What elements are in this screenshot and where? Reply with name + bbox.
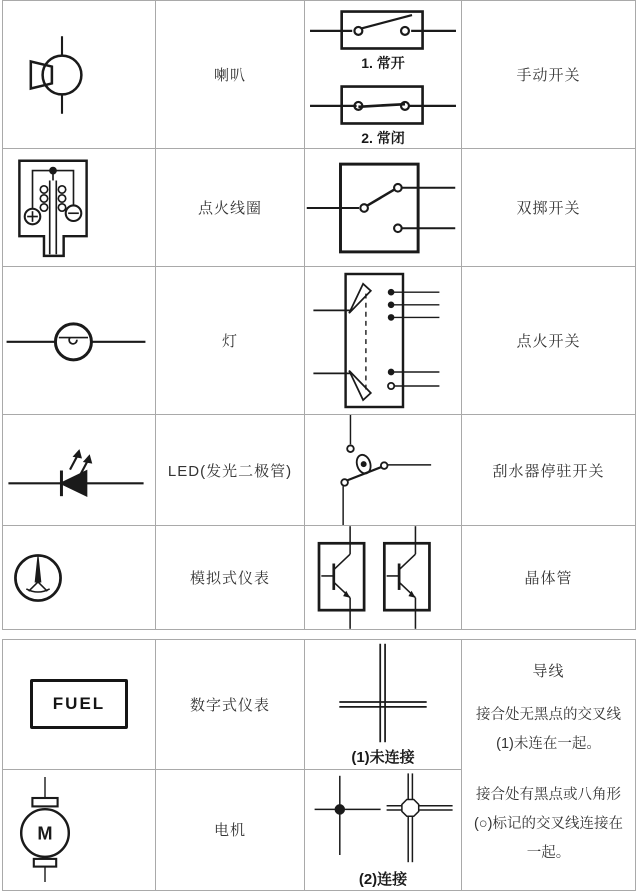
double-throw-switch-label: 双掷开关 xyxy=(516,200,581,217)
digital-meter-symbol-cell xyxy=(3,640,156,770)
ignition-switch-icon xyxy=(305,267,445,414)
symbol-table-top xyxy=(2,0,636,630)
motor-letter: M xyxy=(37,823,53,844)
manual-switch-label: 手动开关 xyxy=(516,67,581,84)
label-cell xyxy=(156,267,305,415)
ignition-coil-symbol-cell xyxy=(3,149,156,267)
label-cell xyxy=(156,769,305,890)
table-row xyxy=(3,640,636,770)
lamp-symbol-cell xyxy=(3,267,156,415)
double-throw-switch-symbol-cell xyxy=(305,149,462,267)
double-throw-switch-icon xyxy=(305,154,457,262)
label-cell xyxy=(156,149,305,267)
transistor-icon xyxy=(305,526,445,629)
wiper-park-switch-label: 刮水器停驻开关 xyxy=(492,462,605,480)
transistor-symbol-cell xyxy=(305,526,462,630)
label-cell xyxy=(462,526,636,630)
unconnected-caption: (1)未连接 xyxy=(351,749,415,767)
label-cell xyxy=(156,526,305,630)
label-cell xyxy=(462,267,636,415)
ignition-switch-symbol-cell xyxy=(305,267,462,415)
digital-meter-label: 数字式仪表 xyxy=(189,696,270,714)
table-row xyxy=(3,267,636,415)
wiper-park-switch-icon xyxy=(305,415,437,525)
connected-wires-symbol-cell xyxy=(305,769,462,890)
symbol-table-bottom xyxy=(2,639,636,891)
led-icon xyxy=(3,432,149,509)
normally-open-switch-icon xyxy=(308,1,458,52)
lamp-label: 灯 xyxy=(221,333,238,350)
led-symbol-cell xyxy=(3,415,156,526)
motor-symbol-cell xyxy=(3,769,156,890)
horn-symbol-cell xyxy=(3,1,156,149)
wiper-park-switch-symbol-cell xyxy=(305,415,462,526)
table-row xyxy=(3,415,636,526)
table-row xyxy=(3,526,636,630)
normally-closed-switch-icon xyxy=(308,76,458,127)
label-cell xyxy=(462,1,636,149)
transistor-label: 晶体管 xyxy=(524,570,573,587)
analog-meter-symbol-cell xyxy=(3,526,156,630)
fuel-display-icon: FUEL xyxy=(30,679,128,729)
label-cell xyxy=(462,415,636,526)
normally-closed-caption: 2. 常闭 xyxy=(361,130,405,146)
wire-note-unconnected: 接合处无黑点的交叉线(1)未连在一起。 xyxy=(476,707,621,752)
horn-icon xyxy=(3,31,121,119)
horn-label: 喇叭 xyxy=(213,67,246,84)
label-cell xyxy=(462,149,636,267)
table-row xyxy=(3,149,636,267)
connected-caption: (2)连接 xyxy=(358,870,408,888)
ignition-coil-icon xyxy=(3,154,103,261)
lamp-icon xyxy=(3,311,149,371)
wire-note-connected: 接合处有黑点或八角形(○)标记的交叉线连接在一起。 xyxy=(474,787,623,861)
motor-icon xyxy=(3,777,87,882)
label-cell xyxy=(156,415,305,526)
ignition-coil-label: 点火线圈 xyxy=(197,200,262,217)
label-cell xyxy=(156,1,305,149)
label-cell xyxy=(156,640,305,770)
table-row xyxy=(3,1,636,149)
connected-wires-icon xyxy=(311,771,455,867)
manual-switch-symbol-cell xyxy=(305,1,462,149)
wire-notes-cell xyxy=(462,640,636,891)
unconnected-wires-icon xyxy=(324,641,442,745)
motor-label: 电机 xyxy=(213,822,246,840)
led-label: LED(发光二极管) xyxy=(167,462,293,480)
wire-title: 导线 xyxy=(532,663,565,680)
unconnected-wires-symbol-cell xyxy=(305,640,462,770)
analog-meter-icon xyxy=(3,543,73,613)
analog-meter-label: 模拟式仪表 xyxy=(189,570,270,587)
ignition-switch-label: 点火开关 xyxy=(516,333,581,350)
normally-open-caption: 1. 常开 xyxy=(361,55,405,71)
